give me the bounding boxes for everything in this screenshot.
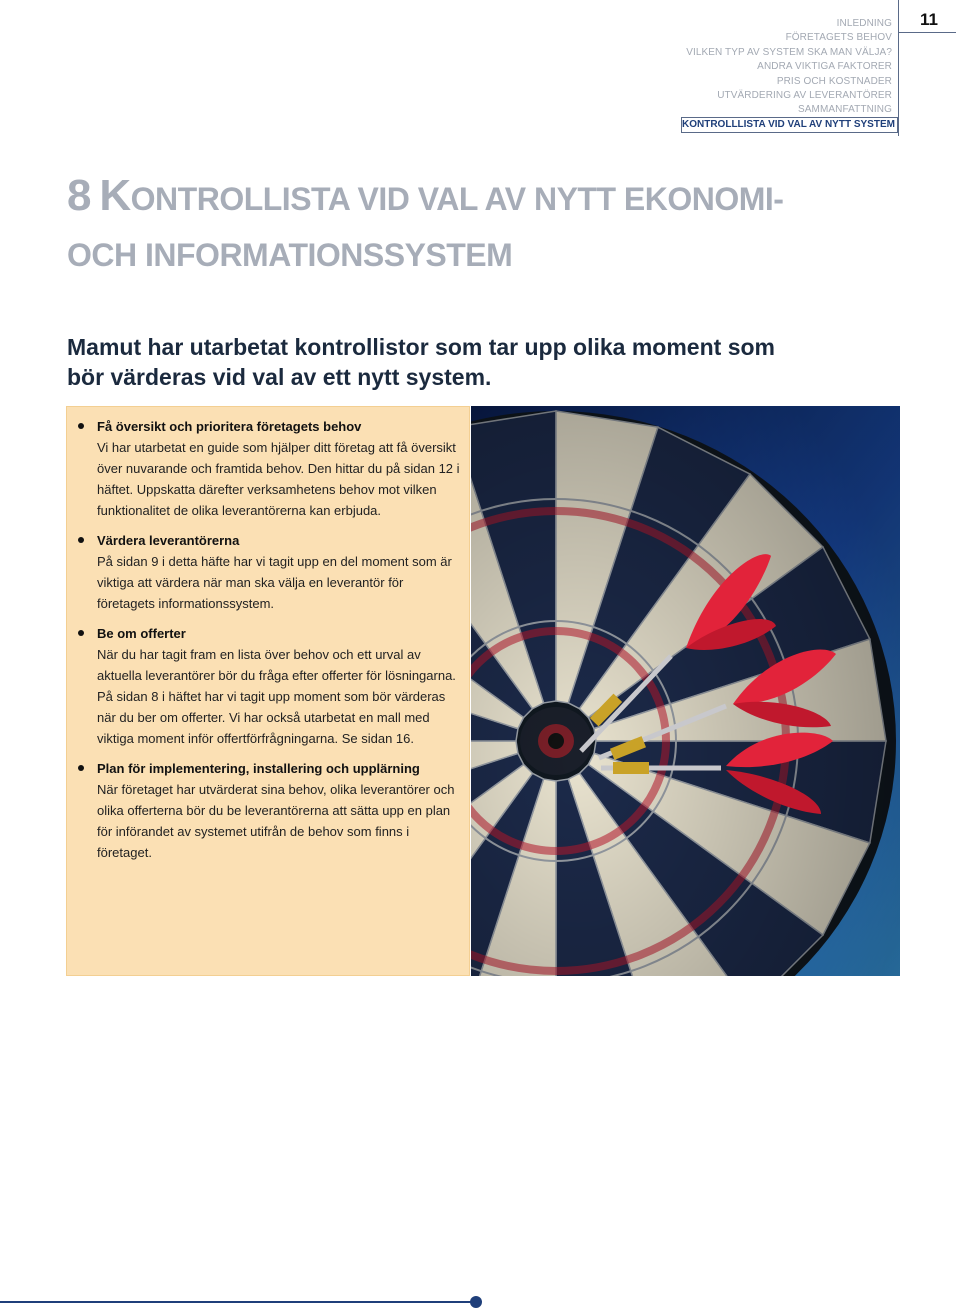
header-divider-horizontal (898, 32, 956, 33)
chapter-title (67, 168, 827, 283)
chapter-title-line-2: OCH INFORMATIONSSYSTEM (67, 237, 513, 273)
checklist-item-title: Be om offerter (97, 626, 186, 641)
checklist-item (67, 759, 471, 863)
bullet-icon (78, 423, 84, 429)
dartboard-photo (471, 406, 900, 976)
checklist-box (66, 406, 470, 976)
toc-item-pris[interactable]: PRIS OCH KOSTNADER (776, 75, 892, 87)
header-divider-vertical (898, 0, 899, 136)
toc-item-inledning[interactable]: INLEDNING (836, 18, 892, 29)
dartboard-illustration (471, 406, 900, 976)
bullet-icon (78, 630, 84, 636)
checklist-item (67, 417, 471, 521)
chapter-title-rest: ONTROLLISTA VID VAL AV NYTT EKONOMI- (130, 181, 784, 217)
checklist-item-title: Plan för implementering, installering och upplärning (97, 761, 420, 776)
checklist-item-title: Värdera leverantörerna (97, 533, 240, 548)
toc-item-active[interactable]: KONTROLLLISTA VID VAL AV NYTT SYSTEM (681, 117, 898, 133)
footer-rule (0, 1301, 480, 1303)
bullet-icon (78, 765, 84, 771)
checklist-item (67, 624, 471, 749)
checklist-item-text: När företaget har utvärderat sina behov, olika leverantörer och olika offerterna bör du be leverantörerna att sätta upp en plan för införandet av systemet utifrån de behov som finns i företaget. (97, 782, 455, 860)
lead-paragraph: Mamut har utarbetat kontrollistor som tar upp olika moment som bör värderas vid val av ett nytt system. (67, 334, 775, 390)
chapter-title-line-1 (67, 168, 827, 227)
page-number: 11 (920, 10, 938, 29)
toc-item-utvardering[interactable]: UTVÄRDERING AV LEVERANTÖRER (717, 90, 892, 102)
chapter-title-initial: K (99, 171, 131, 220)
checklist (67, 417, 471, 873)
toc-item-vilken-typ[interactable]: VILKEN TYP AV SYSTEM SKA MAN VÄLJA? (686, 46, 892, 58)
footer-dot-icon (470, 1296, 482, 1308)
checklist-item-title: Få översikt och prioritera företagets behov (97, 419, 362, 434)
checklist-item-text: Vi har utarbetat en guide som hjälper ditt företag att få översikt över nuvarande och framtida behov. Den hittar du på sidan 12 i häftet. Uppskatta därefter verksamhetens behov mot vilken funktionalitet de olika leverantörerna kan erbjuda. (97, 440, 460, 518)
toc-item-andra-faktorer[interactable]: ANDRA VIKTIGA FAKTORER (757, 61, 892, 73)
section-navigation (686, 17, 892, 118)
chapter-number: 8 (67, 171, 91, 220)
checklist-item-text: När du har tagit fram en lista över behov och ett urval av aktuella leverantörer bör du fråga efter offerter för lösningarna. På sidan 8 i häftet har vi tagit upp moment som bör värderas när du ber om offerter. Vi har också utarbetat en mall med viktiga moment inför offertförfrågningarna. Se sidan 16. (97, 647, 456, 746)
checklist-item-text: På sidan 9 i detta häfte har vi tagit upp en del moment som är viktiga att värdera när man ska välja en leverantör för företagets informationssystem. (97, 554, 452, 611)
toc-item-sammanfattning[interactable]: SAMMANFATTNING (798, 104, 892, 116)
checklist-item (67, 531, 471, 614)
toc-item-foretagets-behov[interactable]: FÖRETAGETS BEHOV (785, 32, 892, 44)
bullet-icon (78, 537, 84, 543)
